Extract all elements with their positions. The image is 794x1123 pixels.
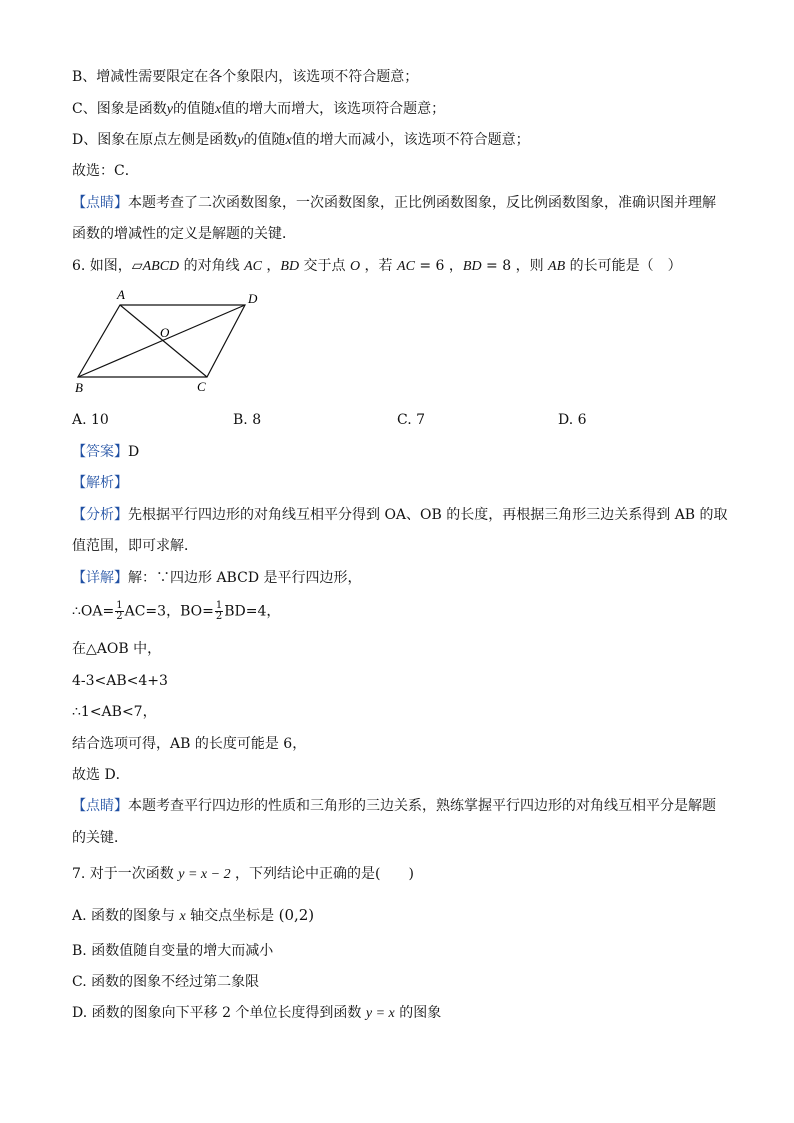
- text: 先根据平行四边形的对角线互相平分得到 OA、OB 的长度，再根据三角形三边关系得到 AB 的取: [128, 507, 728, 523]
- text: ，若: [360, 258, 398, 274]
- math: O: [349, 259, 361, 274]
- answer-value: D: [128, 444, 140, 460]
- text: 的长可能是（ ）: [565, 258, 682, 274]
- question-6-stem: [72, 257, 682, 276]
- math: AB: [548, 259, 566, 274]
- variable-y: y: [237, 133, 244, 148]
- fenxi-tag: 【分析】: [72, 507, 128, 523]
- center-label-o: O: [160, 325, 170, 340]
- question-7-option-d: [72, 1004, 441, 1023]
- question-6-option-b: B. 8: [233, 412, 262, 428]
- variable-y: y: [166, 102, 173, 117]
- text: = 6 ，: [414, 258, 463, 274]
- diagonal-ac: [120, 305, 207, 377]
- text: 解：∵四边形 ABCD 是平行四边形，: [128, 570, 362, 586]
- equation: y = x: [365, 1006, 395, 1021]
- answer-tag: 【答案】: [72, 444, 128, 460]
- question-6-option-d: D. 6: [558, 412, 587, 428]
- question-6-answer: [72, 443, 139, 461]
- text: 的值随: [172, 101, 215, 117]
- comment-tag: 【点睛】: [72, 195, 128, 211]
- text: 的值随: [243, 132, 286, 148]
- question-6-analysis-tag: [72, 474, 128, 492]
- equation: y = x − 2: [178, 867, 231, 882]
- parallelogram-figure: [70, 285, 270, 397]
- variable-x: x: [214, 102, 222, 117]
- question-6-detail-line-1: [72, 569, 362, 587]
- vertex-label-a: A: [117, 287, 125, 302]
- question-7-option-a: [72, 906, 314, 926]
- text: 本题考查平行四边形的性质和三角形的三边关系，熟练掌握平行四边形的对角线互相平分是解题: [128, 798, 716, 814]
- text: BD=4，: [224, 603, 281, 620]
- text: = 8 ，则: [481, 258, 549, 274]
- fraction-numerator: 1: [116, 600, 123, 611]
- vertex-label-d: D: [248, 291, 258, 306]
- prev-comment-line-1: [72, 194, 716, 212]
- diagonal-bd: [78, 305, 245, 377]
- text: ，: [261, 258, 281, 274]
- vertex-label-b: B: [75, 380, 83, 395]
- question-6-detail-line-6: 结合选项可得，AB 的长度可能是 6，: [72, 736, 307, 752]
- text: C、图象是函数: [72, 101, 167, 117]
- question-6-fenxi-line-1: [72, 506, 728, 524]
- vertex-label-c: C: [197, 379, 206, 394]
- text: 轴交点坐标是: [185, 908, 279, 924]
- fraction-numerator: 1: [215, 600, 223, 611]
- fraction-one-half: [115, 601, 123, 622]
- option-c-explanation: [72, 100, 445, 119]
- math: BD: [280, 259, 300, 274]
- text: D、图象在原点左侧是函数: [72, 132, 238, 148]
- question-7-stem: [72, 865, 414, 884]
- question-6-detail-line-2: [72, 601, 280, 622]
- math: AC: [244, 259, 262, 274]
- question-6-comment-line-2: 的关键．: [72, 830, 128, 846]
- analysis-tag: 【解析】: [72, 475, 128, 491]
- question-6-detail-line-7: 故选 D．: [72, 767, 130, 783]
- question-6-detail-line-3: 在△AOB 中，: [72, 641, 162, 657]
- option-d-explanation: [72, 131, 530, 150]
- question-6-option-a: A. 10: [72, 412, 109, 428]
- text: 值的增大而增大，该选项符合题意；: [221, 101, 446, 117]
- text: 交于点: [299, 258, 350, 274]
- text: 本题考查了二次函数图象，一次函数图象，正比例函数图象，反比例函数图象，准确识图并理解: [128, 195, 716, 211]
- fraction-one-half: [215, 601, 223, 622]
- text: 6. 如图，: [72, 258, 132, 274]
- question-6-detail-line-5: ∴1<AB<7，: [72, 704, 157, 720]
- text: 的对角线: [179, 258, 245, 274]
- variable-x: x: [179, 909, 186, 924]
- question-6-fenxi-line-2: 值范围，即可求解．: [72, 538, 198, 554]
- fraction-denominator: 2: [215, 611, 223, 622]
- question-6-option-c: C. 7: [397, 412, 426, 428]
- option-b-explanation: B、增减性需要限定在各个象限内，该选项不符合题意；: [72, 69, 419, 85]
- prev-choose: 故选：C．: [72, 163, 139, 179]
- coordinate: (0,2): [278, 906, 315, 924]
- math: ABCD: [142, 259, 180, 274]
- question-7-option-b: B. 函数值随自变量的增大而减小: [72, 943, 274, 959]
- text: D. 函数的图象向下平移 2 个单位长度得到函数: [72, 1005, 366, 1021]
- math: BD: [462, 259, 482, 274]
- comment-tag: 【点睛】: [72, 798, 128, 814]
- prev-comment-line-2: 函数的增减性的定义是解题的关键．: [72, 226, 296, 242]
- text: 的图象: [394, 1005, 442, 1021]
- text: 值的增大而减小，该选项不符合题意；: [291, 132, 530, 148]
- text: AC=3，BO=: [124, 603, 214, 620]
- text: ，下列结论中正确的是( ): [230, 866, 414, 882]
- detail-tag: 【详解】: [72, 570, 128, 586]
- question-7-option-c: C. 函数的图象不经过第二象限: [72, 974, 260, 990]
- text: ∴OA=: [72, 603, 115, 620]
- text: A. 函数的图象与: [72, 908, 180, 924]
- question-6-detail-line-4: 4-3<AB<4+3: [72, 673, 168, 689]
- math: AC: [397, 259, 415, 274]
- text: 7. 对于一次函数: [72, 866, 179, 882]
- fraction-denominator: 2: [116, 611, 123, 622]
- parallelogram-symbol: ▱: [131, 258, 143, 274]
- question-6-comment-line-1: [72, 797, 716, 815]
- variable-x: x: [285, 133, 292, 148]
